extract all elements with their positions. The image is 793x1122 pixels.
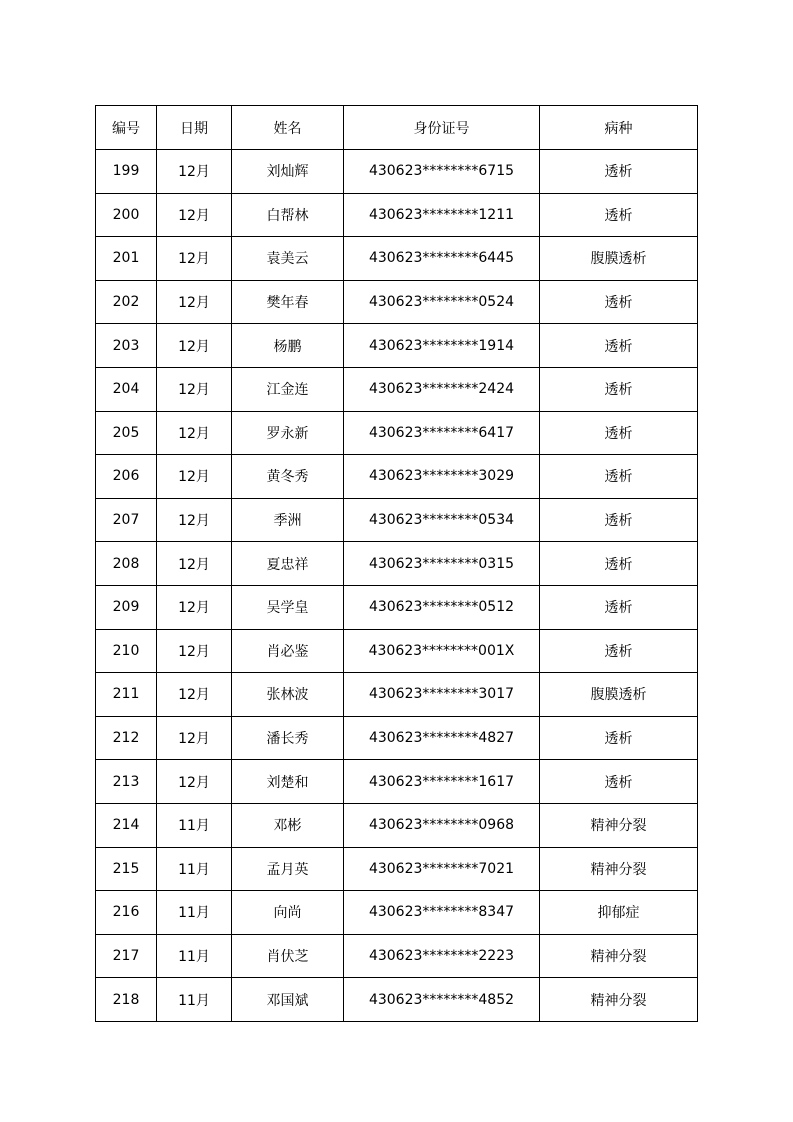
- cell-disease: 透析: [540, 542, 698, 586]
- cell-date: 12月: [157, 280, 232, 324]
- cell-name: 吴学皇: [232, 585, 344, 629]
- table-row: [96, 847, 698, 891]
- cell-name: 白帮林: [232, 193, 344, 237]
- cell-disease: 透析: [540, 280, 698, 324]
- cell-id-card: 430623********0315: [344, 542, 540, 586]
- cell-id-card: 430623********1914: [344, 324, 540, 368]
- cell-date: 11月: [157, 891, 232, 935]
- cell-date: 12月: [157, 673, 232, 717]
- cell-id: 201: [96, 237, 157, 281]
- header-date: 日期: [157, 106, 232, 150]
- header-disease: 病种: [540, 106, 698, 150]
- cell-id-card: 430623********6715: [344, 150, 540, 194]
- table-row: [96, 237, 698, 281]
- cell-name: 刘灿辉: [232, 150, 344, 194]
- table-row: [96, 934, 698, 978]
- cell-date: 12月: [157, 760, 232, 804]
- table-row: [96, 891, 698, 935]
- cell-id-card: 430623********0524: [344, 280, 540, 324]
- cell-name: 邓彬: [232, 803, 344, 847]
- cell-id-card: 430623********7021: [344, 847, 540, 891]
- cell-id: 213: [96, 760, 157, 804]
- cell-date: 12月: [157, 629, 232, 673]
- cell-name: 向尚: [232, 891, 344, 935]
- cell-disease: 透析: [540, 411, 698, 455]
- cell-disease: 透析: [540, 629, 698, 673]
- cell-date: 12月: [157, 193, 232, 237]
- cell-date: 12月: [157, 411, 232, 455]
- table-row: [96, 150, 698, 194]
- table-row: [96, 411, 698, 455]
- cell-name: 季洲: [232, 498, 344, 542]
- table-row: [96, 193, 698, 237]
- cell-id-card: 430623********1211: [344, 193, 540, 237]
- cell-id-card: 430623********6445: [344, 237, 540, 281]
- cell-id: 214: [96, 803, 157, 847]
- cell-disease: 腹膜透析: [540, 673, 698, 717]
- cell-name: 孟月英: [232, 847, 344, 891]
- cell-name: 樊年春: [232, 280, 344, 324]
- cell-date: 11月: [157, 803, 232, 847]
- cell-id-card: 430623********8347: [344, 891, 540, 935]
- cell-id-card: 430623********3029: [344, 455, 540, 499]
- cell-id: 207: [96, 498, 157, 542]
- cell-id-card: 430623********2223: [344, 934, 540, 978]
- cell-disease: 透析: [540, 150, 698, 194]
- cell-date: 12月: [157, 542, 232, 586]
- cell-name: 罗永新: [232, 411, 344, 455]
- cell-id: 205: [96, 411, 157, 455]
- header-id-card: 身份证号: [344, 106, 540, 150]
- cell-name: 肖伏芝: [232, 934, 344, 978]
- records-table: [95, 105, 698, 1022]
- cell-name: 肖必鉴: [232, 629, 344, 673]
- cell-name: 邓国斌: [232, 978, 344, 1022]
- cell-disease: 精神分裂: [540, 803, 698, 847]
- table-row: [96, 498, 698, 542]
- cell-disease: 透析: [540, 498, 698, 542]
- cell-id: 202: [96, 280, 157, 324]
- cell-id-card: 430623********001X: [344, 629, 540, 673]
- table-row: [96, 673, 698, 717]
- cell-id: 206: [96, 455, 157, 499]
- table-row: [96, 629, 698, 673]
- cell-date: 12月: [157, 367, 232, 411]
- cell-disease: 腹膜透析: [540, 237, 698, 281]
- cell-id-card: 430623********3017: [344, 673, 540, 717]
- cell-date: 12月: [157, 585, 232, 629]
- table-row: [96, 760, 698, 804]
- table-row: [96, 542, 698, 586]
- cell-id-card: 430623********0534: [344, 498, 540, 542]
- cell-name: 潘长秀: [232, 716, 344, 760]
- cell-date: 11月: [157, 934, 232, 978]
- cell-id: 217: [96, 934, 157, 978]
- cell-date: 12月: [157, 455, 232, 499]
- cell-date: 12月: [157, 498, 232, 542]
- table-header: [96, 106, 698, 150]
- cell-disease: 透析: [540, 716, 698, 760]
- cell-id-card: 430623********0968: [344, 803, 540, 847]
- cell-disease: 透析: [540, 760, 698, 804]
- cell-name: 刘楚和: [232, 760, 344, 804]
- cell-id: 215: [96, 847, 157, 891]
- cell-id-card: 430623********4852: [344, 978, 540, 1022]
- cell-id: 208: [96, 542, 157, 586]
- cell-name: 黄冬秀: [232, 455, 344, 499]
- cell-date: 12月: [157, 237, 232, 281]
- cell-id: 216: [96, 891, 157, 935]
- cell-date: 11月: [157, 847, 232, 891]
- cell-id: 211: [96, 673, 157, 717]
- table-row: [96, 585, 698, 629]
- cell-disease: 精神分裂: [540, 847, 698, 891]
- header-name: 姓名: [232, 106, 344, 150]
- cell-name: 江金连: [232, 367, 344, 411]
- cell-disease: 精神分裂: [540, 934, 698, 978]
- cell-name: 袁美云: [232, 237, 344, 281]
- cell-id: 209: [96, 585, 157, 629]
- cell-id: 204: [96, 367, 157, 411]
- cell-disease: 透析: [540, 455, 698, 499]
- cell-id: 199: [96, 150, 157, 194]
- header-id: 编号: [96, 106, 157, 150]
- table-row: [96, 978, 698, 1022]
- table-row: [96, 324, 698, 368]
- cell-disease: 抑郁症: [540, 891, 698, 935]
- cell-date: 12月: [157, 150, 232, 194]
- cell-disease: 透析: [540, 324, 698, 368]
- cell-name: 夏忠祥: [232, 542, 344, 586]
- table-row: [96, 367, 698, 411]
- cell-name: 杨鹏: [232, 324, 344, 368]
- cell-name: 张林波: [232, 673, 344, 717]
- cell-id: 203: [96, 324, 157, 368]
- table-row: [96, 280, 698, 324]
- table-row: [96, 455, 698, 499]
- cell-disease: 透析: [540, 193, 698, 237]
- cell-disease: 精神分裂: [540, 978, 698, 1022]
- table-row: [96, 716, 698, 760]
- cell-date: 11月: [157, 978, 232, 1022]
- cell-disease: 透析: [540, 585, 698, 629]
- cell-date: 12月: [157, 324, 232, 368]
- cell-id-card: 430623********0512: [344, 585, 540, 629]
- header-row: [96, 106, 698, 150]
- cell-date: 12月: [157, 716, 232, 760]
- cell-id: 210: [96, 629, 157, 673]
- cell-id-card: 430623********1617: [344, 760, 540, 804]
- cell-id-card: 430623********2424: [344, 367, 540, 411]
- cell-id-card: 430623********6417: [344, 411, 540, 455]
- table-row: [96, 803, 698, 847]
- table-body: [96, 150, 698, 1022]
- cell-id: 200: [96, 193, 157, 237]
- cell-disease: 透析: [540, 367, 698, 411]
- cell-id: 212: [96, 716, 157, 760]
- cell-id-card: 430623********4827: [344, 716, 540, 760]
- cell-id: 218: [96, 978, 157, 1022]
